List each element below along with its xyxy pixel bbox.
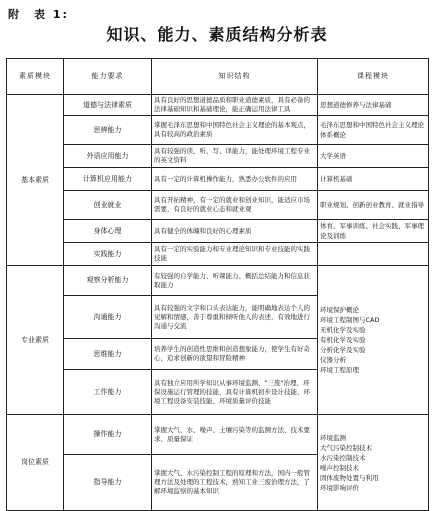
course-cell	[318, 243, 429, 266]
ability-cell: 创业就业	[64, 191, 152, 220]
knowledge-cell: 有较强的自学能力、听课能力、概括总结能力和信息获取能力	[152, 266, 318, 296]
ability-cell: 实践能力	[64, 243, 152, 266]
table-row	[7, 95, 429, 116]
ability-cell: 身体心理	[64, 220, 152, 243]
structure-table	[6, 58, 429, 511]
knowledge-cell: 具有独立应用所学知识从事环境监测、"三废"治理、环保设施运行管理的技能，具有计算机初步设计技能、环境工程设备安装技能、环境质量评价技能	[152, 370, 318, 415]
module-cell: 岗位素质	[7, 415, 64, 511]
table-row	[7, 116, 429, 145]
page-title: 知识、能力、素质结构分析表	[106, 25, 328, 44]
knowledge-cell: 具有较强的读、听、写、译能力，能处理环境工程专业的英文资料	[152, 145, 318, 168]
knowledge-cell: 具有一定的实验能力和专业理论知识和专业技能的实践技能	[152, 243, 318, 266]
column-header-knowledge: 知识结构	[152, 59, 318, 95]
knowledge-cell: 具有一定的计算机操作能力，熟悉办公软件的应用	[152, 168, 318, 191]
course-cell: 计算机基础	[318, 168, 429, 191]
column-header-courses: 课程模块	[318, 59, 429, 95]
knowledge-cell: 具有良好的思想道德品质和职业道德素质，具有必备的法律基础知识和基础理论，能正确运用法律工具	[152, 95, 318, 116]
table-header-row	[7, 59, 429, 95]
table-row	[7, 145, 429, 168]
knowledge-cell: 掌握大气、水、噪声、土壤污染等的监测方法、技术要求、质量保证	[152, 415, 318, 455]
table-row	[7, 191, 429, 220]
ability-cell: 工作能力	[64, 370, 152, 415]
table-row	[7, 220, 429, 243]
ability-cell: 沟通能力	[64, 296, 152, 339]
ability-cell: 外语应用能力	[64, 145, 152, 168]
ability-cell: 操作能力	[64, 415, 152, 455]
course-cell: 体育、军事训练、社会实践、军事理论及训练	[318, 220, 429, 243]
knowledge-cell: 掌握大气、水污染控制工程的原理和方法，国内一般管理方法及处理的工程技术，熟知工业三废治理方法，了解环境监察的基本知识	[152, 455, 318, 511]
ability-cell: 思辨能力	[64, 116, 152, 145]
appendix-label: 附 表 1:	[8, 8, 69, 21]
table-row	[7, 415, 429, 455]
ability-cell: 观察分析能力	[64, 266, 152, 296]
course-cell: 大学英语	[318, 145, 429, 168]
course-cell: 环境监测 大气污染控制技术 水污染控制技术 噪声控制技术 固体废物处置与利用 环境影响评价	[318, 415, 429, 511]
ability-cell: 思维能力	[64, 339, 152, 370]
table-row	[7, 243, 429, 266]
knowledge-cell: 掌握毛泽东思想和中国特色社会主义理论的基本观点，具有较高的政治素质	[152, 116, 318, 145]
table-row	[7, 266, 429, 296]
course-cell: 职业规划、创新创业教育、就业指导	[318, 191, 429, 220]
ability-cell: 指导能力	[64, 455, 152, 511]
module-cell: 专业素质	[7, 266, 64, 415]
knowledge-cell: 具有健全的体魄和良好的心理素质	[152, 220, 318, 243]
course-cell: 思想道德修养与法律基础	[318, 95, 429, 116]
ability-cell: 道德与法律素质	[64, 95, 152, 116]
course-cell: 环境保护概论 环境工程制图与CAD 无机化学及实验 有机化学及实验 分析化学及实验 仪器分析 环境工程原理	[318, 266, 429, 415]
knowledge-cell: 具有较强的文字和口头表达能力，能明确地表达个人的见解和情感，善于尊重和倾听他人的表述，有效地进行沟通与交流	[152, 296, 318, 339]
column-header-ability: 能力要求	[64, 59, 152, 95]
knowledge-cell: 具有开拓精神，有一定的就业和创业知识，能适应市场需要，有良好的就业心态和就业观	[152, 191, 318, 220]
column-header-module: 素质模块	[7, 59, 64, 95]
module-cell: 基本素质	[7, 95, 64, 266]
knowledge-cell: 培养学生的创造性思维和创造想象能力，使学生有好奇心，追求创新的欲望和冒险精神	[152, 339, 318, 370]
table-row	[7, 168, 429, 191]
ability-cell: 计算机应用能力	[64, 168, 152, 191]
course-cell: 毛泽东思想和中国特色社会主义理论体系概论	[318, 116, 429, 145]
